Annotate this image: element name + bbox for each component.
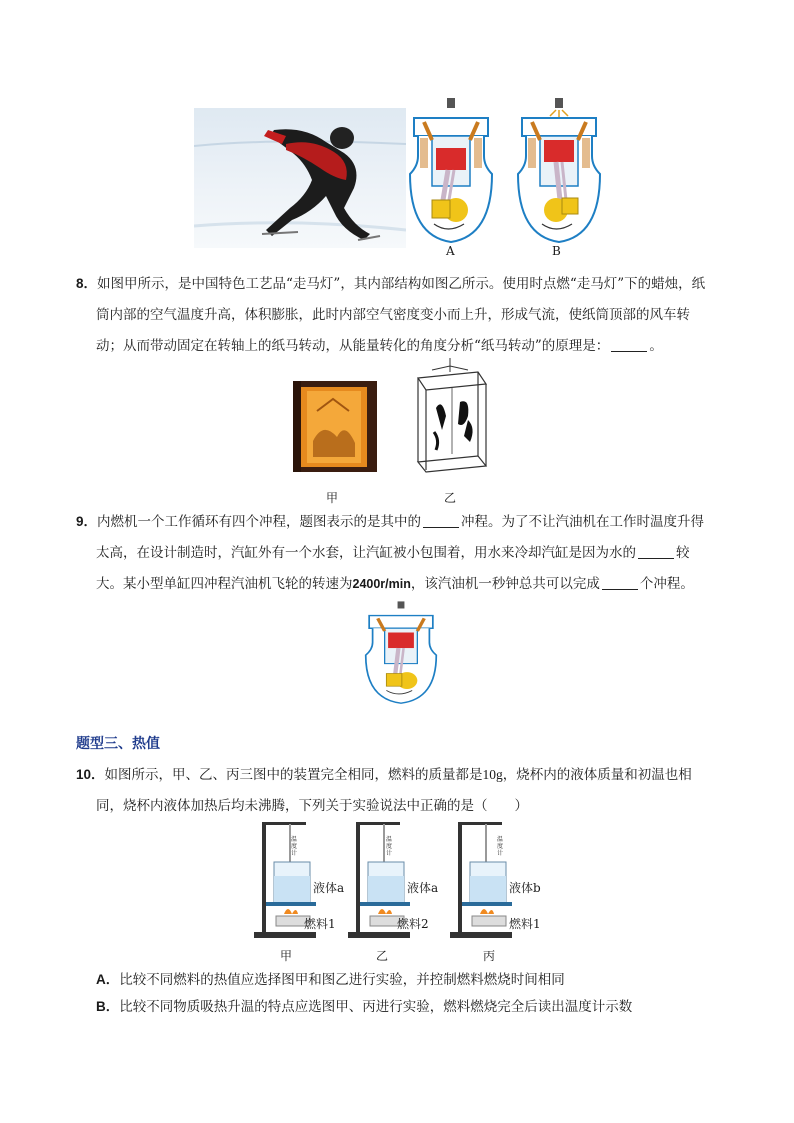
engine-diagram-b	[516, 96, 602, 246]
setup-label: 丙	[483, 949, 496, 963]
answer-blank[interactable]	[638, 544, 674, 559]
lantern-structure-drawing	[412, 358, 490, 476]
option-key: A．	[96, 972, 120, 987]
question-number: 8．	[76, 276, 98, 291]
q10-line1-end: ，烧杯内的液体质量和初温也相	[502, 767, 692, 783]
section-title: 题型三、热值	[76, 735, 160, 751]
q9-line1-end: 冲程。为了不让汽油机在工作时温度升得	[461, 514, 705, 530]
question-number: 10．	[76, 767, 105, 782]
q9-line3: 大。某小型单缸四冲程汽油机飞轮的转速为	[96, 576, 353, 592]
liquid-label: 液体a	[313, 881, 345, 895]
q8-line1: 如图甲所示，是中国特色工艺品“走马灯”，其内部结构如图乙所示。使用时点燃“走马灯”下的蜡烛，纸	[97, 276, 706, 292]
engine-diagram-a	[408, 96, 494, 246]
fuel-label: 燃料2	[397, 917, 429, 931]
thermometer-label: 温 度 计	[291, 836, 298, 857]
q8-line3: 动；从而带动固定在转轴上的纸马转动，从能量转化的角度分析“纸马转动”的原理是：	[96, 338, 610, 354]
skater-photo	[194, 108, 406, 248]
option-b[interactable]	[96, 993, 736, 1021]
setup-label: 甲	[280, 949, 293, 963]
setup-label: 乙	[376, 949, 389, 963]
q9-line1: 内燃机一个工作循环有四个冲程，题图表示的是其中的	[97, 514, 422, 530]
lamp-label-jia: 甲	[326, 491, 339, 505]
q9-line3-mid: ，该汽油机一秒钟总共可以完成	[410, 576, 600, 592]
fuel-mass: 10g	[482, 767, 503, 782]
rpm-value: 2400r/min	[352, 577, 411, 591]
answer-blank[interactable]	[602, 575, 638, 590]
engine-diagram-q9	[364, 600, 438, 706]
liquid-label: 液体b	[509, 881, 541, 895]
option-a[interactable]	[96, 966, 736, 994]
q9-line2-end: 较	[676, 545, 690, 561]
question-number: 9．	[76, 514, 98, 529]
engine-label-b: B	[552, 244, 561, 258]
answer-blank[interactable]	[423, 513, 459, 528]
option-key: B．	[96, 999, 120, 1014]
fuel-label: 燃料1	[509, 917, 541, 931]
engine-label-a: A	[446, 244, 455, 258]
q8-line3-end: 。	[649, 338, 663, 354]
q10-line2: 同，烧杯内液体加热后均未沸腾，下列关于实验说法中正确的是（ ）	[96, 798, 528, 814]
question-9	[76, 506, 736, 600]
lamp-label-yi: 乙	[444, 491, 457, 505]
q9-line3-end: 个冲程。	[639, 576, 694, 592]
thermometer-label: 温 度 计	[386, 836, 393, 857]
q10-line1: 如图所示，甲、乙、丙三图中的装置完全相同，燃料的质量都是	[104, 767, 483, 783]
option-text: 比较不同燃料的热值应选择图甲和图乙进行实验，并控制燃料燃烧时间相同	[119, 972, 565, 988]
option-text: 比较不同物质吸热升温的特点应选图甲、丙进行实验，燃料燃烧完全后读出温度计示数	[119, 999, 633, 1015]
lantern-photo	[293, 381, 377, 472]
q9-line2: 太高，在设计制造时，汽缸外有一个水套，让汽缸被小包围着，用水来冷却汽缸是因为水的	[96, 545, 636, 561]
fuel-label: 燃料1	[304, 917, 336, 931]
answer-blank[interactable]	[611, 337, 647, 352]
question-8	[76, 268, 736, 362]
question-10	[76, 759, 736, 822]
liquid-label: 液体a	[407, 881, 439, 895]
q8-line2: 筒内部的空气温度升高，体积膨胀，此时内部空气密度变小而上升，形成气流，使纸筒顶部的风车转	[96, 307, 690, 323]
thermometer-label: 温 度 计	[497, 836, 504, 857]
